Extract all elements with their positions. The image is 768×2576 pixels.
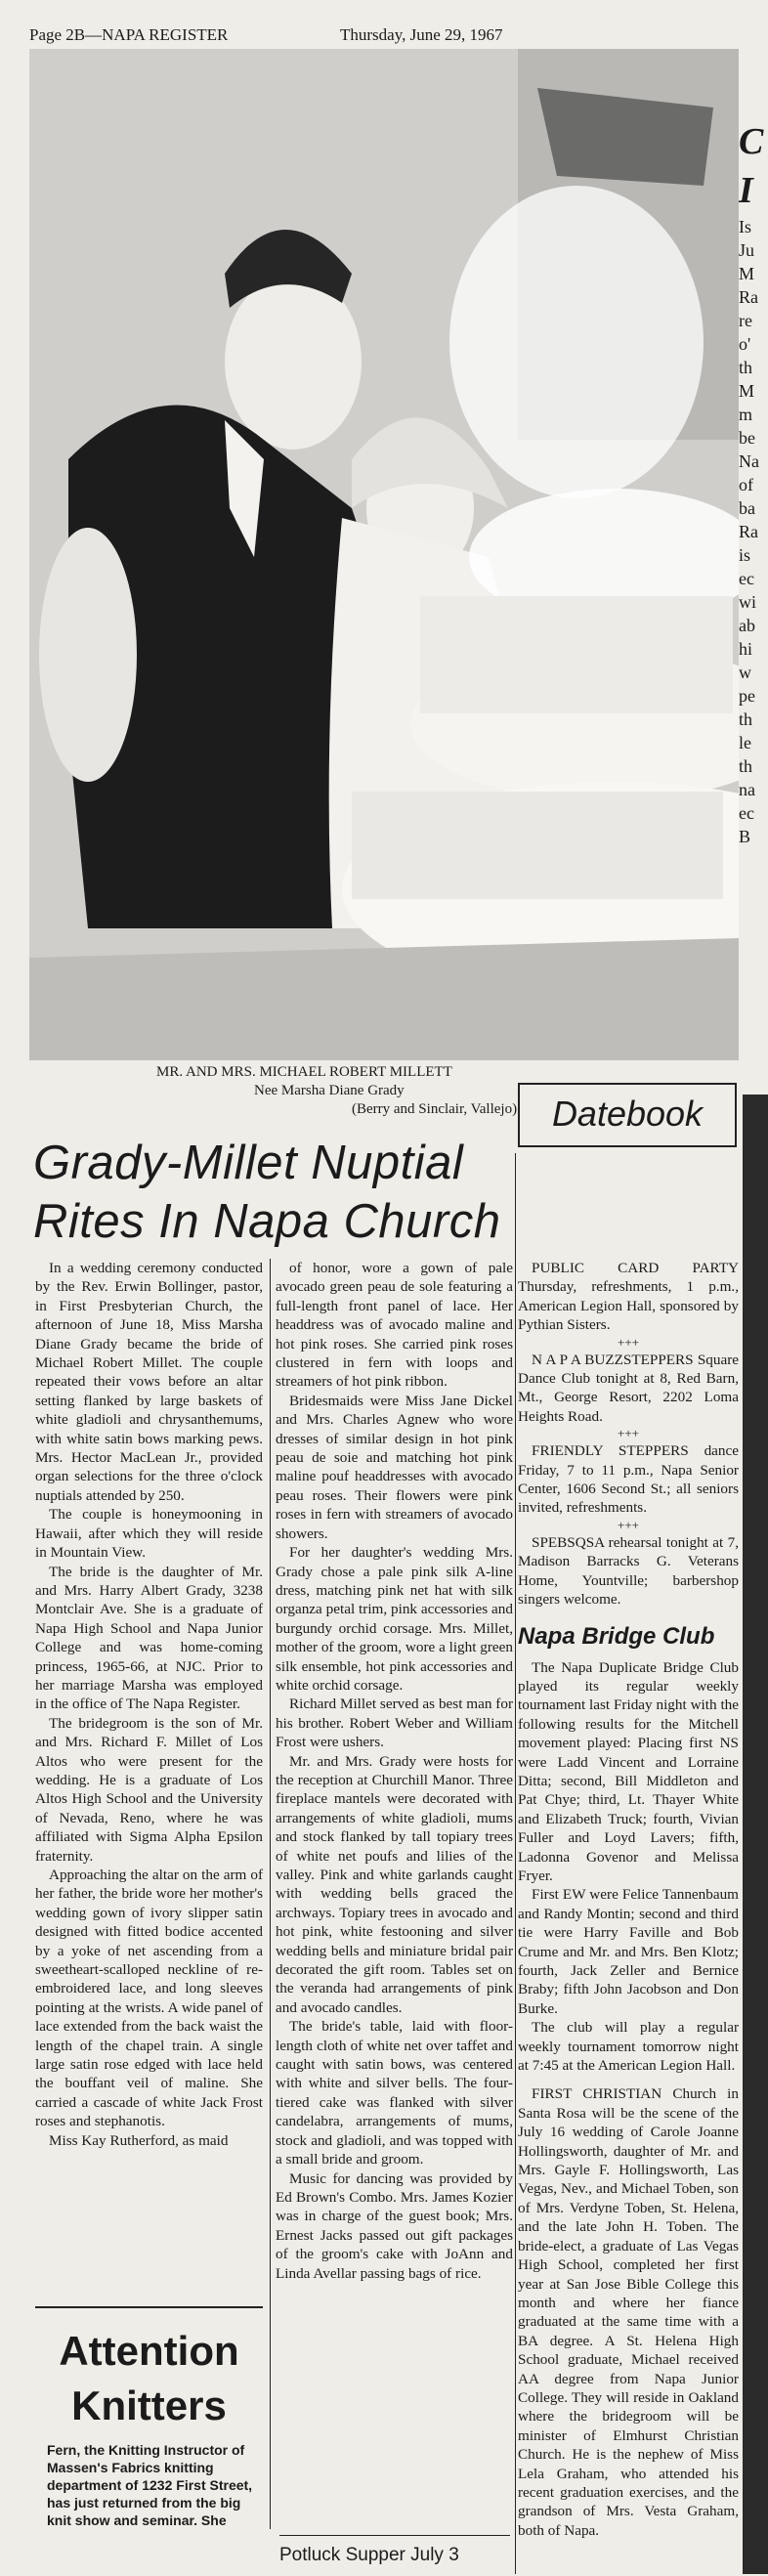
clip-fragment: Is — [739, 217, 751, 236]
article-paragraph: Miss Kay Rutherford, as maid — [49, 2131, 229, 2149]
article-paragraph: The bridegroom is the son of Mr. and Mrs. Richard F. Millet of Los Altos who were present for the wedding. He is a graduate of Los Altos High School and the University of Nevada, Reno, where he was affiliated with Sigma Alpha Epsilon fraternity. — [35, 1714, 263, 1865]
clip-fragment: be — [739, 428, 755, 448]
datebook-item: N A P A BUZZSTEPPERS Square Dance Club tonight at 8, Red Barn, Mt., George Resort, 2202 Loma Heights Road. — [518, 1351, 739, 1425]
adjacent-column-clip — [739, 117, 768, 977]
clip-fragment: th — [739, 756, 753, 776]
caption-nee: Nee Marsha Diane Grady — [254, 1083, 405, 1098]
clip-letter: C — [739, 121, 764, 162]
potluck-headline: Potluck Supper July 3 — [279, 2535, 510, 2567]
clip-fragment: le — [739, 733, 751, 752]
caption-credit: (Berry and Sinclair, Vallejo) — [352, 1101, 518, 1117]
clip-fragment: ba — [739, 498, 755, 518]
article-paragraph: Bridesmaids were Miss Jane Dickel and Mrs. Charles Agnew who wore dresses of similar design in hot pink peau de soie and matching hot pink maline pouf headdresses with avocado peau roses. Their flowers were pink roses in fern with streamers of avocado showers. — [276, 1392, 513, 1542]
clip-fragment: wi — [739, 592, 756, 612]
clip-fragment: Na — [739, 451, 759, 471]
datebook-title: Datebook — [551, 1094, 704, 1134]
article-paragraph: The couple is honeymooning in Hawaii, after which they will reside in Mountain View. — [35, 1506, 263, 1562]
clip-fragment: Ra — [739, 287, 758, 307]
column-rule — [270, 1259, 271, 2529]
clip-fragment: of — [739, 475, 753, 494]
clip-fragment: w — [739, 663, 751, 682]
ad-body: Fern, the Knitting Instructor of Massen's Fabrics knitting department of 1232 First Street, has just returned from the big knit show and seminar. She — [47, 2442, 253, 2528]
caption-names: MR. AND MRS. MICHAEL ROBERT MILLETT — [156, 1064, 452, 1080]
issue-date: Thursday, June 29, 1967 — [340, 25, 503, 44]
wedding-photo — [29, 49, 739, 1060]
clip-fragment: M — [739, 264, 755, 283]
bridge-paragraph: The Napa Duplicate Bridge Club played its regular weekly tournament last Friday night with the following results for the Mitchell movement played: Placing first NS were Ladd Vincent and Lorraine Ditta; second, Bill Middleton and Pat Chye; third, Lt. Thayer White and Elizabeth Truck; fourth, Vivian Fuller and Loyd Lavers; fifth, Ladonna Govenor and Melissa Fryer. — [518, 1658, 739, 1884]
datebook-box — [518, 1083, 737, 1147]
bridge-paragraph: First EW were Felice Tannenbaum and Randy Montin; second and third tie were Harry Faville and Bob Crume and Mr. and Mrs. Ben Klotz; fourth, Jack Zeller and Bernice Braby; fifth John Jacobson and Don Burke. — [518, 1886, 739, 2017]
column-rule — [515, 1153, 516, 2574]
clip-fragment: is — [739, 545, 751, 565]
clip-fragment: M — [739, 381, 755, 401]
ad-heading-knitters: Knitters — [71, 2383, 227, 2428]
clip-fragment: Ra — [739, 522, 758, 541]
clip-fragment: na — [739, 780, 755, 799]
page-number: Page 2B—NAPA REGISTER — [29, 25, 229, 44]
clip-fragment: re — [739, 311, 752, 330]
clip-fragment: hi — [739, 639, 753, 659]
article-paragraph: Richard Millet served as best man for his brother. Robert Weber and William Frost were ushers. — [276, 1696, 513, 1751]
adjacent-ad-edge — [743, 1095, 768, 2574]
item-separator: +++ — [618, 1334, 639, 1350]
datebook-item: PUBLIC CARD PARTY Thursday, refreshments, 1 p.m., American Legion Hall, sponsored by Pythian Sisters. — [518, 1260, 739, 1334]
clip-fragment: th — [739, 709, 753, 729]
church-notice: FIRST CHRISTIAN Church in Santa Rosa will be the scene of the July 16 wedding of Carole Joanne Hollingsworth, daughter of Mr. and Mrs. Gayle F. Hollingsworth, Las Vegas, Nev., and Michael Toben, son of Mrs. Verdyne Toben, St. Helena, and the late John H. Toben. The bride-elect, a graduate of Las Vegas High School, completed her first year at San Jose Bible College this month and where her fiance graduated at the same time with a BA degree. A St. Helena High School graduate, Michael received AA degree from Napa Junior College. They will reside in Oakland where the bridegroom will be minister of Elmhurst Christian Church. He is the nephew of Miss Lela Graham, who attended his recent graduation exercises, and the grandson of Mrs. Vesta Graham, both of Napa. — [518, 2085, 739, 2539]
article-paragraph: In a wedding ceremony conducted by the Rev. Erwin Bollinger, pastor, in First Presbyterian Church, the afternoon of June 18, Miss Marsha Diane Grady became the bride of Michael Robert Millet. The couple repeated their vows before an altar setting flanked by large baskets of white gladioli and chrysanthemums, with white satin bows marking pews. Mrs. Hector MacLean Jr., provided organ selections for the three o'clock nuptials attended by 250. — [35, 1260, 263, 1504]
clip-fragment: B — [739, 827, 751, 846]
clip-fragment: pe — [739, 686, 755, 706]
datebook-item: FRIENDLY STEPPERS dance Friday, 7 to 11 p.m., Napa Senior Center, 1606 Second St.; all seniors invited, refreshments. — [518, 1442, 739, 1517]
clip-fragment: m — [739, 405, 753, 424]
article-paragraph: Mr. and Mrs. Grady were hosts for the reception at Churchill Manor. Three fireplace mantels were decorated with arrangements of white gladioli, mums and stock flanked by tall topiary trees of white net poufs and lilies of the valley. Pink and white garlands caught with wedding bells graced the archways. Topiary trees in avocado and hot pink, white festooning and silver wedding bells and miniature bridal pair decorated the gift room. Tables set on the veranda had arrangements of pink and avocado candles. — [276, 1752, 513, 2016]
clip-fragment: ec — [739, 803, 754, 823]
clip-letter: I — [739, 170, 753, 211]
bridge-club-heading: Napa Bridge Club — [518, 1622, 715, 1650]
datebook-column — [518, 1259, 739, 2540]
datebook-item: SPEBSQSA rehearsal tonight at 7, Madison Barracks G. Veterans Home, Yountville; barbershop singers welcome. — [518, 1533, 739, 1609]
article-column-1 — [35, 1259, 263, 2150]
clip-fragment: o' — [739, 334, 751, 354]
clip-fragment: th — [739, 358, 753, 377]
article-paragraph: Music for dancing was provided by Ed Brown's Combo. Mrs. James Kozier was in charge of the guest book; Mrs. Ernest Jacks passed out gift packages of the groom's cake with JoAnn and Linda Avellar passing bags of rice. — [276, 2169, 513, 2282]
article-paragraph: of honor, wore a gown of pale avocado green peau de sole featuring a full-length front panel of lace. Her headdress was of avocado maline and hot pink roses. She carried pink roses clustered in fern with loops and streamers of hot pink ribbon. — [276, 1260, 513, 1391]
item-separator: +++ — [618, 1426, 639, 1441]
clip-fragment: ec — [739, 569, 754, 588]
masthead — [29, 0, 768, 45]
article-paragraph: Approaching the altar on the arm of her father, the bride wore her mother's wedding gown of ivory slipper satin designed with fitted bodice accented by a yoke of net ascending from a sweetheart-scalloped neckline of re-embroidered lace, and long sleeves pointing at the wrists. A wide panel of lace extended from the back waist the length of the chapel train. A single large satin rose edged with lace held the bouffant veil of maline. She carried a cascade of white Jack Frost roses and stephanotis. — [35, 1867, 263, 2130]
knitting-ad — [35, 2306, 263, 2576]
clip-fragment: Ju — [739, 240, 755, 260]
article-headline: Grady-Millet Nuptial Rites In Napa Church — [33, 1137, 501, 1248]
clip-fragment: ab — [739, 616, 755, 635]
photo-caption — [156, 1063, 567, 1119]
bridge-paragraph: The club will play a regular weekly tournament tomorrow night at 7:45 at the American Legion Hall. — [518, 2019, 739, 2075]
article-paragraph: For her daughter's wedding Mrs. Grady chose a pale pink silk A-line dress, matching pink net hat with silk organza petal trim, pink accessories and burgundy orchid corsage. Mrs. Millet, mother of the groom, wore a light green silk ensemble, hot pink accessories and white orchid corsage. — [276, 1544, 513, 1694]
ad-heading-attention: Attention — [59, 2328, 239, 2374]
article-paragraph: The bride's table, laid with floor-length cloth of white net over taffet and caught with satin bows, was centered with white and silver bells. The four-tiered cake was flanked with silver candelabra, arrangements of mums, stock and gladioli, and was topped with a small bride and groom. — [276, 2018, 513, 2168]
item-separator: +++ — [618, 1517, 639, 1532]
article-column-2 — [276, 1259, 513, 2283]
article-paragraph: The bride is the daughter of Mr. and Mrs. Harry Albert Grady, 3238 Montclair Ave. She is a graduate of Napa High School and Napa Junior College and was home-coming princess, 1965-66, at NJC. Prior to her marriage Marsha was employed in the office of The Napa Register. — [35, 1563, 263, 1713]
